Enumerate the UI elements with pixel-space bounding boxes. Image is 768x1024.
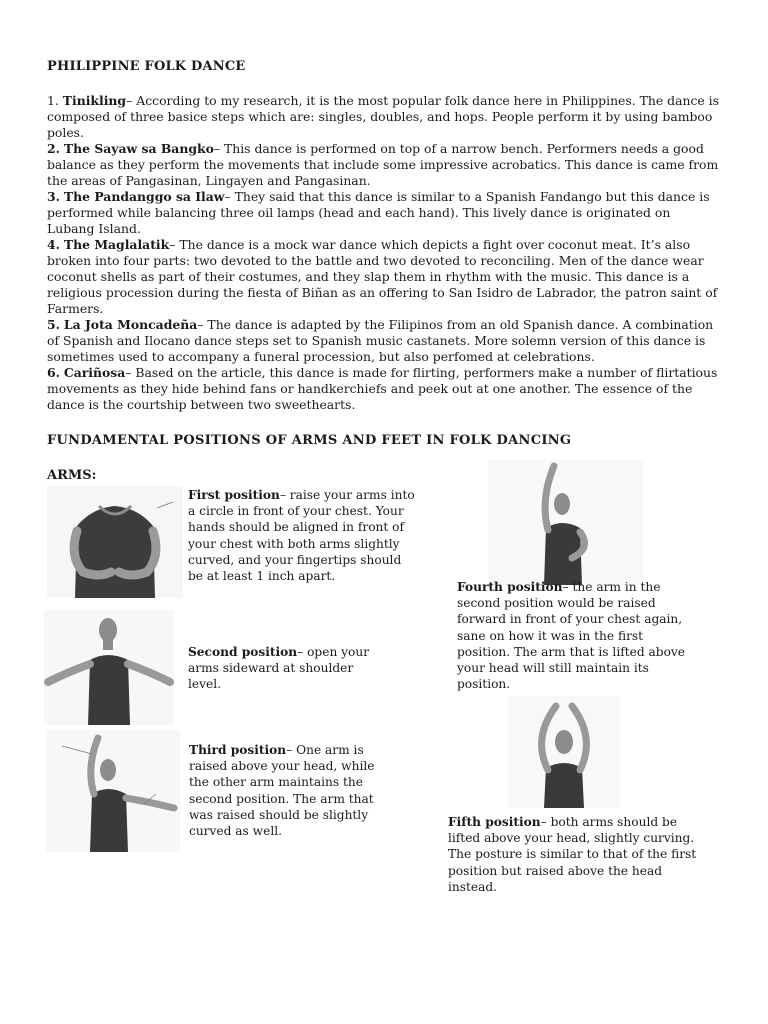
dancer-illustration — [47, 486, 183, 598]
position-description: – the arm in the second position would be raised forward in front of your chest again, sane on how it was in the first position. The arm that is lifted above your head will still maintain its position. — [457, 580, 686, 692]
second-position-caption — [188, 644, 374, 693]
dance-description: – According to my research, it is the most popular folk dance here in Philippines. The dance is composed of three basice steps which are: singles, doubles, and hops. People perform it by using bamboo poles. — [47, 93, 719, 140]
dance-name: The Pandanggo sa Ilaw — [63, 189, 225, 204]
dance-number: 3. — [47, 189, 60, 204]
position-name: Fifth position — [448, 815, 541, 829]
dance-description: – The dance is a mock war dance which depicts a fight over coconut meat. It’s also broken into four parts: two devoted to the battle and two devoted to reconciling. Men of the dance wear coconut shells as part of their costumes, and they slap them in rhythm with the music. This dance is a religious procession during the fiesta of Biñan as an offering to San Isidro de Labrador, the patron saint of Farmers. — [47, 237, 718, 316]
dance-name: La Jota Moncadeña — [63, 317, 198, 332]
third-position-photo — [46, 730, 180, 852]
dance-item — [47, 93, 719, 141]
position-description: – raise your arms into a circle in front of your chest. Your hands should be aligned in front of your chest with both arms slightly curved, and your fingertips should be at least 1 inch apart. — [188, 488, 415, 584]
arms-label: ARMS: — [47, 468, 97, 483]
position-description: – both arms should be lifted above your head, slightly curving. The posture is similar to that of the first position but raised above the head instead. — [448, 815, 697, 894]
dance-number: 5. — [47, 317, 60, 332]
fifth-position-caption — [448, 814, 710, 895]
dance-description: – This dance is performed on top of a narrow bench. Performers needs a good balance as they perform the movements that include some impressive acrobatics. This dance is came from the areas of Pangasinan, Lingayen and Pangasinan. — [47, 141, 719, 188]
position-name: Second position — [188, 645, 298, 659]
dance-item — [47, 317, 719, 365]
position-name: Third position — [189, 743, 287, 757]
dance-description: – Based on the article, this dance is made for flirting, performers make a number of flirtatious movements as they hide behind fans or handkerchiefs and peek out at one another. The essence of the dance is the courtship between two sweethearts. — [47, 365, 718, 412]
fifth-position-photo — [508, 696, 620, 808]
dance-number: 4. — [47, 237, 60, 252]
dancer-illustration — [46, 730, 180, 852]
fourth-position-photo — [488, 460, 643, 585]
dance-name: The Sayaw sa Bangko — [63, 141, 214, 156]
dance-name: The Maglalatik — [63, 237, 170, 252]
dance-item — [47, 141, 719, 189]
dance-description: – The dance is adapted by the Filipinos from an old Spanish dance. A combination of Spanish and Ilocano dance steps set to Spanish music castanets. More solemn version of this dance is sometimes used to accompany a funeral procession, but also perfomed at celebrations. — [47, 317, 714, 364]
third-position-caption — [189, 742, 379, 839]
dance-item — [47, 365, 719, 413]
dance-number: 2. — [47, 141, 60, 156]
dance-number: 6. — [47, 365, 60, 380]
dance-number: 1. — [47, 93, 59, 108]
fourth-position-caption — [457, 579, 695, 692]
position-name: First position — [188, 488, 280, 502]
dance-item — [47, 237, 719, 317]
dancer-illustration — [488, 460, 643, 585]
dance-description: – They said that this dance is similar to a Spanish Fandango but this dance is performed while balancing three oil lamps (head and each hand). This lively dance is originated on Lubang Island. — [47, 189, 710, 236]
dancer-illustration — [44, 610, 174, 725]
position-description: – open your arms sideward at shoulder level. — [188, 645, 370, 692]
dance-name: Cariñosa — [63, 365, 126, 380]
first-position-photo — [47, 486, 183, 598]
dance-item — [47, 189, 719, 237]
position-description: – One arm is raised above your head, while the other arm maintains the second position. The arm that was raised should be slightly curved as well. — [189, 743, 375, 839]
position-name: Fourth position — [457, 580, 563, 594]
dance-list — [47, 93, 719, 413]
section-title: FUNDAMENTAL POSITIONS OF ARMS AND FEET IN FOLK DANCING — [47, 433, 572, 448]
dance-name: Tinikling — [62, 93, 127, 108]
second-position-photo — [44, 610, 174, 725]
first-position-caption — [188, 487, 416, 584]
dancer-illustration — [508, 696, 620, 808]
page-title: PHILIPPINE FOLK DANCE — [47, 59, 246, 74]
